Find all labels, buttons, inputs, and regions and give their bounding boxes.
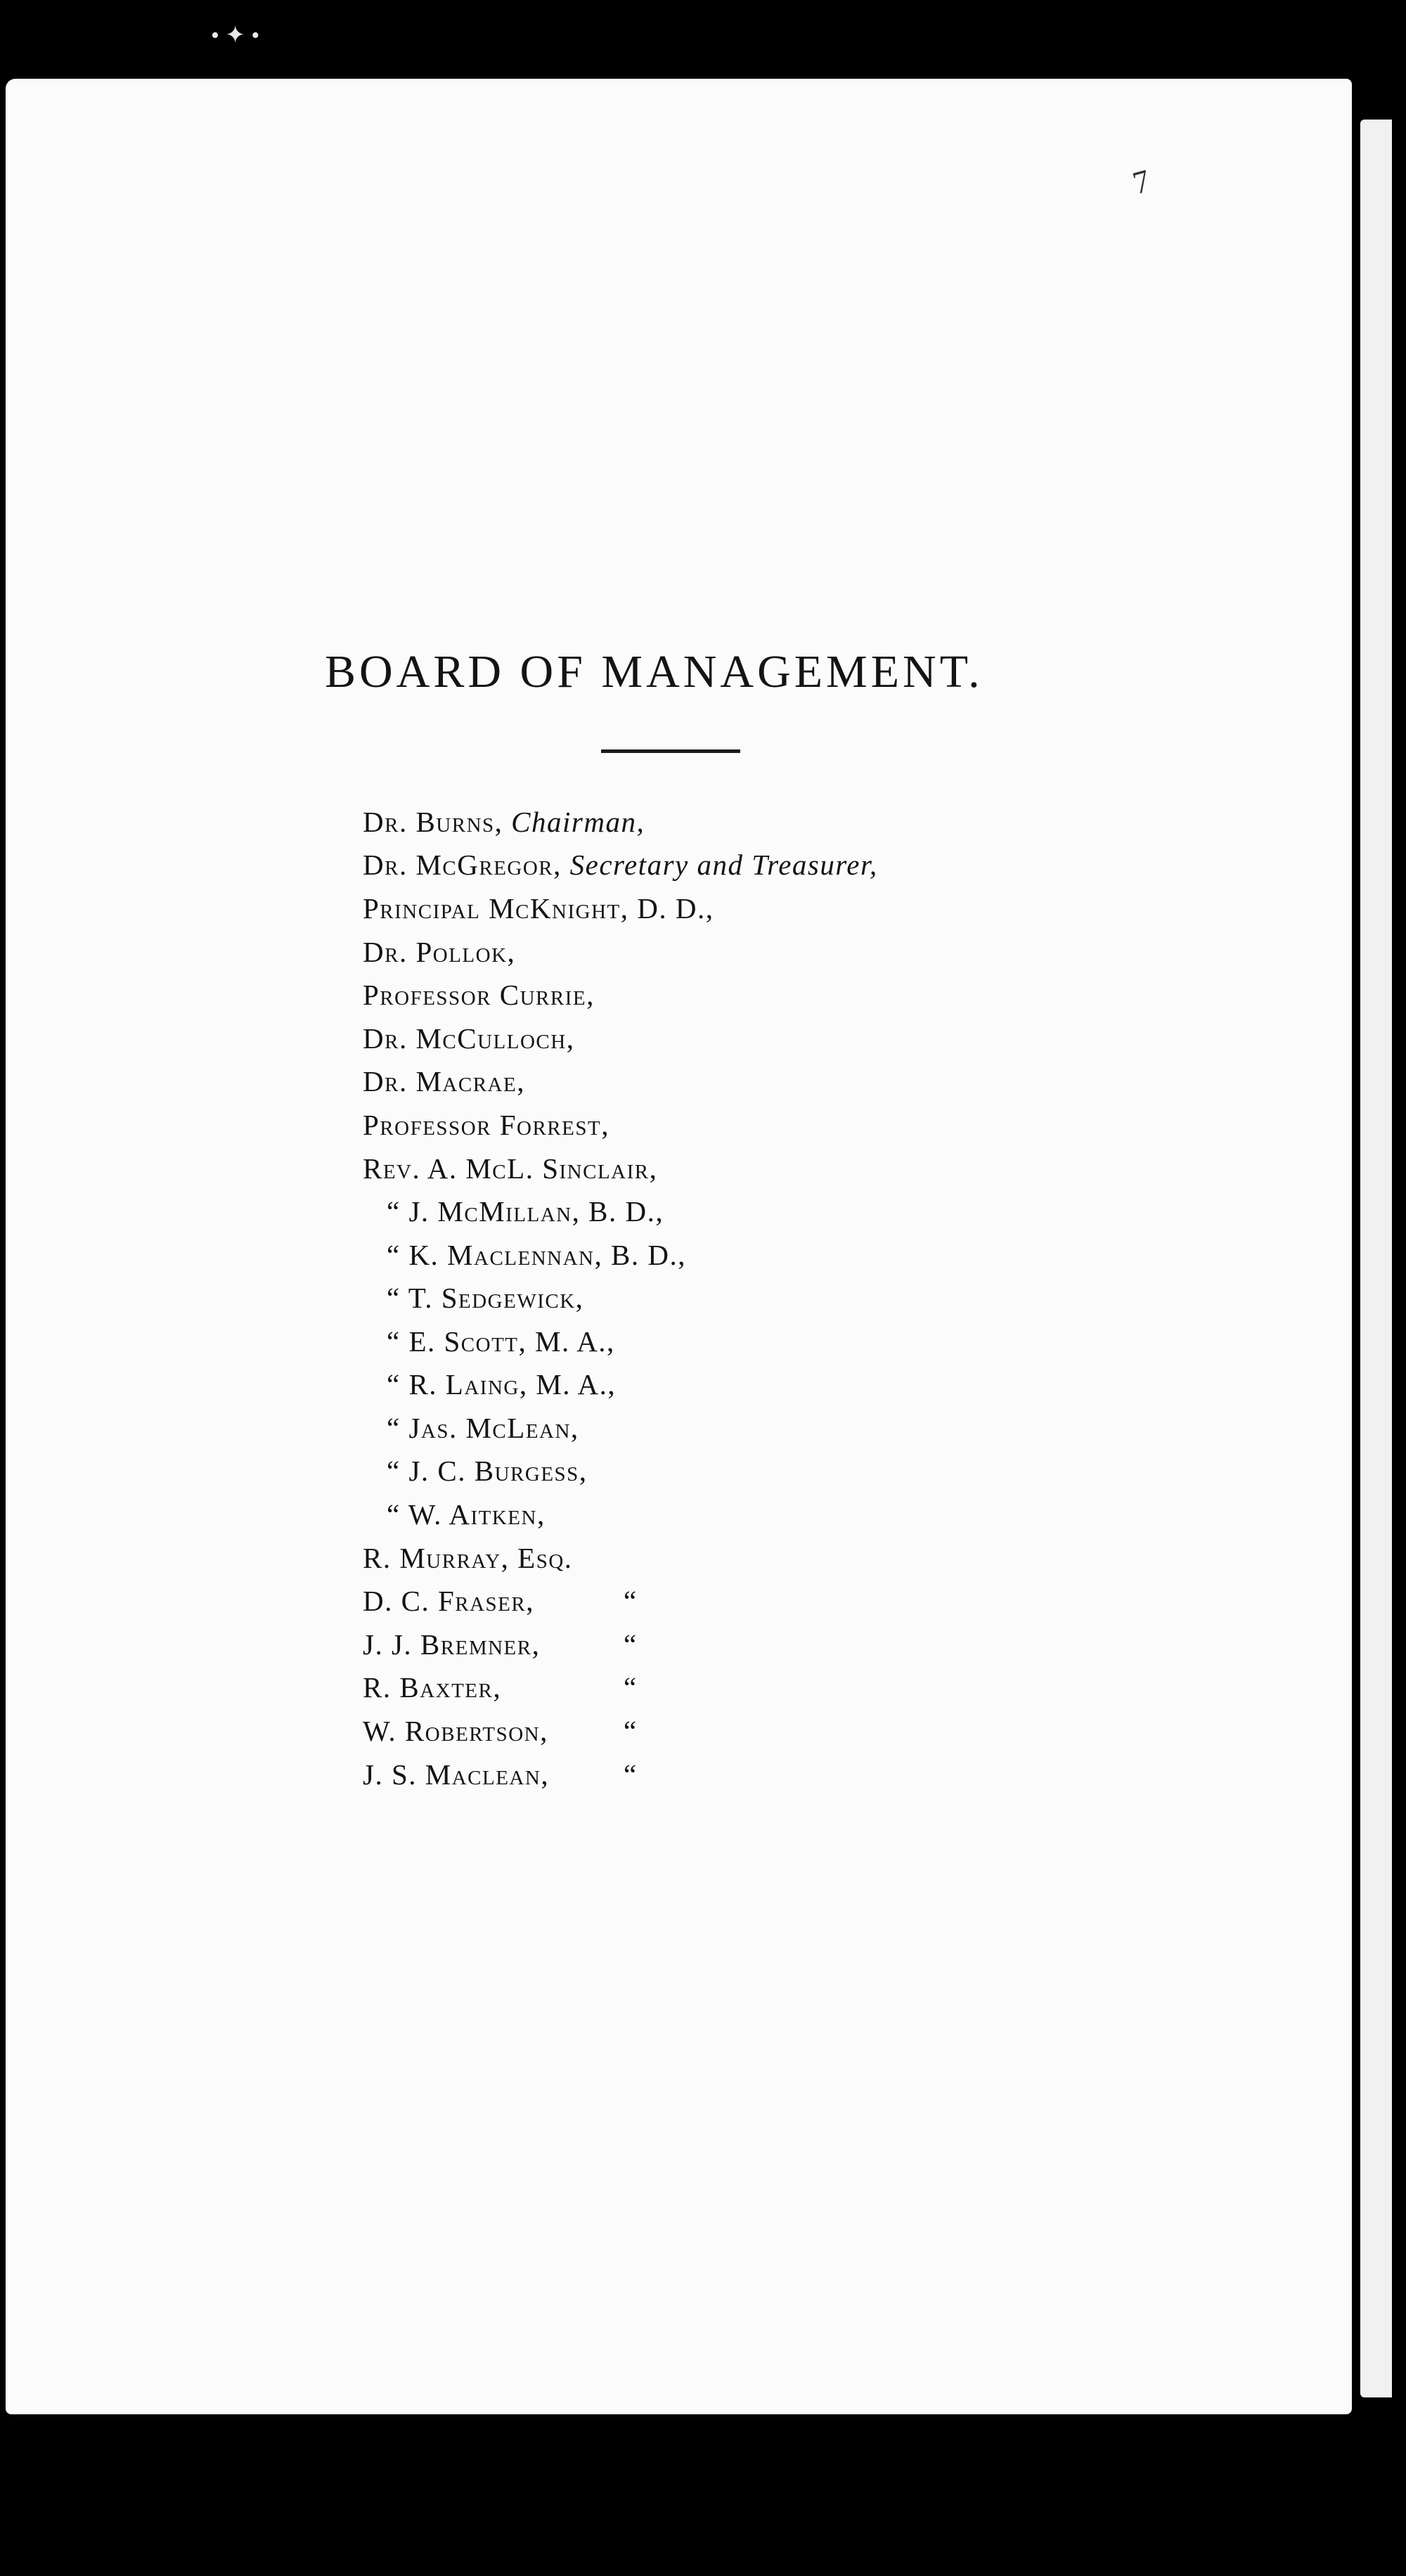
member-row: J. J. Bremner, xyxy=(363,1628,541,1661)
member-row: Dr. McCulloch, xyxy=(363,1022,575,1055)
title-divider xyxy=(601,749,740,753)
member-row: Professor Currie, xyxy=(363,979,595,1011)
ditto-mark: “ xyxy=(624,1715,637,1747)
member-row: R. Baxter, xyxy=(363,1671,502,1704)
member-row: Principal McKnight, D. D., xyxy=(363,892,714,925)
member-row: Rev. A. McL. Sinclair, xyxy=(363,1152,658,1185)
scan-artifact: • ✦ • xyxy=(211,22,260,49)
member-row: “ R. Laing, M. A., xyxy=(387,1368,617,1400)
ditto-mark: “ xyxy=(624,1628,637,1661)
member-row: “ Jas. McLean, xyxy=(387,1412,579,1444)
member-row: J. S. Maclean, xyxy=(363,1758,550,1791)
ditto-mark: “ xyxy=(624,1585,637,1617)
member-row: “ K. Maclennan, B. D., xyxy=(387,1239,686,1271)
member-row: Dr. McGregor, Secretary and Treasurer, xyxy=(363,849,878,881)
page-corner-mark: 7 xyxy=(1128,162,1154,202)
member-row: R. Murray, Esq. xyxy=(363,1542,573,1574)
member-row: “ W. Aitken, xyxy=(387,1498,546,1531)
member-row: “ E. Scott, M. A., xyxy=(387,1325,615,1358)
member-row: “ J. McMillan, B. D., xyxy=(387,1195,664,1228)
member-row: “ J. C. Burgess, xyxy=(387,1455,588,1487)
member-row: Dr. Macrae, xyxy=(363,1065,525,1097)
member-row: D. C. Fraser, xyxy=(363,1585,534,1617)
member-row: Professor Forrest, xyxy=(363,1109,610,1141)
member-row: “ T. Sedgewick, xyxy=(387,1282,584,1314)
page-title: BOARD OF MANAGEMENT. xyxy=(325,646,983,697)
member-row: Dr. Pollok, xyxy=(363,936,516,968)
member-row: W. Robertson, xyxy=(363,1715,548,1747)
ditto-mark: “ xyxy=(624,1671,637,1704)
next-page-edge xyxy=(1360,120,1392,2397)
member-row: Dr. Burns, Chairman, xyxy=(363,806,645,838)
ditto-mark: “ xyxy=(624,1758,637,1791)
